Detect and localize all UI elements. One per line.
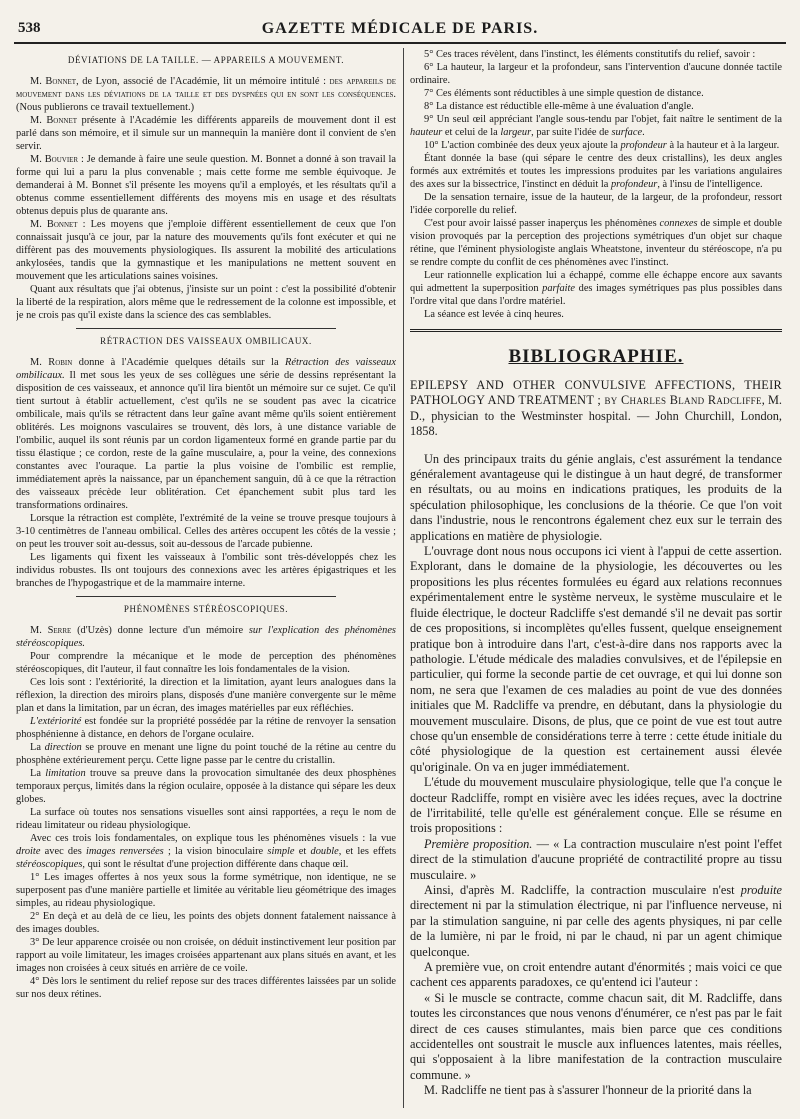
paragraph: La séance est levée à cinq heures. bbox=[424, 309, 564, 320]
running-head bbox=[14, 20, 786, 44]
paragraph: L'extériorité est fondée sur la propriété possédée par la rétine de renvoyer la sensation phosphénienne à distance, en dehors de l'organe oculaire. bbox=[16, 716, 396, 740]
paragraph: Pour comprendre la mécanique et le mode de perception des phénomènes stéréoscopiques, dit l'auteur, il faut connaître les lois fondamentales de la vision. bbox=[16, 651, 396, 675]
paragraph: M. Robin donne à l'Académie quelques détails sur la Rétraction des vaisseaux ombilicaux. Il met sous les yeux de ses collègues une série de dessins représentant la disposition de ces vaisseaux, et annonce qu'il lira bientôt un mémoire sur ce sujet. Ce qu'il tient surtout à établir actuellement, c'est qu'ils ne se soudent pas avec la cicatrice ombilicale, mais qu'ils se rétractent dans leur gaîne avant même qu'ils soient entièrement oblitérés. Les moignons vasculaires se trouvent, dès lors, à une distance variable de l'ombilic, auquel ils sont réunis par un cordon ligamenteux formé en grande partie par du tissu élastique ; ce cordon, reste de la gaîne musculaire, a, pour la veine, des connexions constantes avec l'ouraque. La partie la plus voisine de l'ombilic est remplie, immédiatement après la naissance, par un épanchement sanguin, dû à ce que la rétraction des vaisseaux précède leur oblitération. Cet épanchement subit plus tard les transformations ordinaires. bbox=[16, 357, 396, 511]
paragraph: Leur rationnelle explication lui a échappé, comme elle échappe encore aux savants qui admettent la superposition parfaite des images symétriques pas plus possibles dans l'ordre vital que dans l'ordre matériel. bbox=[410, 270, 782, 307]
paragraph: L'ouvrage dont nous nous occupons ici vient à l'appui de cette assertion. Explorant, dans le domaine de la physiologie, les découvertes ou les propositions les plus récentes formulées eu égard aux relations reconnues expérimentalement entre le système nerveux, le système musculaire et le fluide électrique, le docteur Radcliffe s'est demandé s'il ne devait pas sortir de ces propositions, si incomplètes qu'elles fussent, quelque enseignement pratique bon à introduire dans l'art, c'est-à-dire dans nos rapports avec la pathologie. L'étude médicale des maladies convulsives, et de l'épilepsie en particulier, qui forme la seconde partie de cet ouvrage, et qui lui donne son nom, ne sera que l'examen de ces maladies au point de vue des données initiales que M. Radcliffe va prendre, en débutant, dans la physiologie du mouvement musculaire. Disons, de plus, que ce point de vue est tout autre chose qu'un ensemble de considérations terre à terre : cette étude initiale du côté physiologique de la question est certainement aussi élevée qu'originale. On va en juger immédiatement. bbox=[410, 544, 782, 774]
list-item: 7° Ces éléments sont réductibles à une simple question de distance. bbox=[424, 88, 704, 99]
paragraph: La limitation trouve sa preuve dans la provocation simultanée des deux phosphènes temporaux perçus, limités dans la région oculaire, opposée à la distance qui sépare les deux globes. bbox=[16, 768, 396, 805]
section-title-stereoscopic: PHÉNOMÈNES STÉRÉOSCOPIQUES. bbox=[123, 604, 289, 614]
paragraph: M. Bonnet, de Lyon, associé de l'Académie, lit un mémoire intitulé : des appareils de mouvement dans les déviations de la taille et des dyspnées qui en sont les conséquences. (Nous publierons ce travail textuellement.) bbox=[16, 76, 396, 113]
paragraph: Quant aux résultats que j'ai obtenus, j'insiste sur un point : c'est la possibilité d'obtenir la liberté de la respiration, alors même que le redressement de la colonne est impossible, et je ne crois pas qu'il existe dans la science des cas semblables. bbox=[16, 284, 396, 321]
right-column bbox=[410, 48, 782, 1108]
paragraph: M. Bouvier : Je demande à faire une seule question. M. Bonnet a donné à son travail la forme qui lui a paru la plus convenable ; mais cette forme me semble équivoque. Je demanderai à M. Bonnet s'il présente les moyens qu'il a employés, et les résultats qu'il a obtenus comme essentiellement différents des moyens mis en usage et des résultats obtenus depuis plus de quarante ans. bbox=[16, 154, 396, 217]
section-divider bbox=[410, 329, 782, 332]
list-item: 1° Les images offertes à nos yeux sous la forme symétrique, non identique, ne se superposent pas d'une manière partielle et limitée au véritable lieu géométrique des images simples, au rideau physiologique. bbox=[16, 872, 396, 909]
paragraph: De la sensation ternaire, issue de la hauteur, de la largeur, de la profondeur, ressort l'idée corporelle du relief. bbox=[410, 192, 782, 216]
paragraph: La direction se prouve en menant une ligne du point touché de la rétine au centre du phosphène extérieurement perçu. Cette ligne passe par le centre du cristallin. bbox=[16, 742, 396, 766]
journal-title: GAZETTE MÉDICALE DE PARIS. bbox=[261, 20, 539, 37]
list-item: 6° La hauteur, la largeur et la profondeur, sans l'intervention d'aucune donnée tactile ordinaire. bbox=[410, 62, 782, 86]
section-title-deviations: DÉVIATIONS DE LA TAILLE. — APPAREILS A MOUVEMENT. bbox=[67, 55, 345, 65]
paragraph: M. Bonnet présente à l'Académie les différents appareils de mouvement dont il est parlé dans son mémoire, et il simule sur un mannequin la manière dont il convient de s'en servir. bbox=[16, 115, 396, 152]
paragraph: Lorsque la rétraction est complète, l'extrémité de la veine se trouve presque toujours à 3-10 centimètres de l'anneau ombilical. Celles des artères occupent les côtés de la vessie ; on peut les trouver soit au-dessus, soit au-dessous de l'arcade pubienne. bbox=[16, 513, 396, 550]
paragraph: La surface où toutes nos sensations visuelles sont ainsi rapportées, a reçu le nom de rideau limitateur ou rideau physiologique. bbox=[16, 807, 396, 831]
list-item: 3° De leur apparence croisée ou non croisée, on déduit instinctivement leur position par rapport au voile limitateur, les images croisées appartenant aux plans situés en avant, et les images non croisées à ceux situés en arrière de ce voile. bbox=[16, 937, 396, 974]
paragraph: « Si le muscle se contracte, comme chacun sait, dit M. Radcliffe, dans toutes les circonstances que nous venons d'énumérer, ce n'est pas par le fait direct de ces causes stimulantes, mais bien parce que ces conditions accidentelles ont soustrait le muscle aux influences latentes, mais réelles, qui s'opposaient à la libre manifestation de la contraction musculaire commune. » bbox=[410, 990, 782, 1082]
paragraph: Première proposition. — « La contraction musculaire n'est point l'effet direct de la stimulation d'aucune propriété de contractilité propre au tissu musculaire. » bbox=[410, 836, 782, 882]
list-item: 8° La distance est réductible elle-même à une évaluation d'angle. bbox=[424, 101, 694, 112]
list-item: 9° Un seul œil appréciant l'angle sous-tendu par l'objet, fait naître le sentiment de la hauteur et celui de la largeur, par suite l'idée de surface. bbox=[410, 114, 782, 138]
bibliography-heading: BIBLIOGRAPHIE. bbox=[508, 346, 684, 367]
paragraph: A première vue, on croit entendre autant d'énormités ; mais voici ce que cachent ces apparents paradoxes, ce qu'entend ici l'auteur : bbox=[410, 960, 782, 990]
list-item: 2° En deçà et au delà de ce lieu, les points des objets donnent fatalement naissance à des images doubles. bbox=[16, 911, 396, 935]
list-item: 10° L'action combinée des deux yeux ajoute la profondeur à la hauteur et à la largeur. bbox=[424, 140, 780, 151]
paragraph: Avec ces trois lois fondamentales, on explique tous les phénomènes visuels : la vue droite avec des images renversées ; la vision binoculaire simple et double, et les effets stéréoscopiques, qui sont le résultat d'une projection différente dans chaque œil. bbox=[16, 833, 396, 870]
stereoscopic-continuation bbox=[410, 48, 782, 321]
section-divider bbox=[76, 596, 336, 597]
paragraph: Un des principaux traits du génie anglais, c'est assurément la tendance généralement avantageuse qui le distingue à un haut degré, de transformer en résultats, ou au moins en indications pratiques, les produits de la spéculation philosophique, les conclusions de la théorie. Ce que l'on voit dans l'industrie, nous le rencontrons également chez eux sur le terrain des applications en matière de physiologie. bbox=[410, 451, 782, 543]
left-column bbox=[16, 48, 396, 1108]
section-divider bbox=[76, 328, 336, 329]
paragraph: M. Bonnet : Les moyens que j'emploie diffèrent essentiellement de ceux que l'on connaissait jusqu'à ce jour, par la nature des mouvements qu'ils font exécuter et qui ne diffèrent pas des mouvements physiologiques. Ils assurent la mobilité des articulations ankylosées, tandis que la gymnastique et les manipulations ne mettent souvent en mouvement que les articulations saines voisines. bbox=[16, 219, 396, 282]
paragraph: C'est pour avoir laissé passer inaperçus les phénomènes connexes de simple et double vision provoqués par la perception des projections symétriques d'un objet sur chaque rétine, que l'éminent physiologiste anglais Wheatstone, inventeur du stéréoscope, n'a pu se rendre compte du conflit de ces phénomènes avec l'instinct. bbox=[410, 218, 782, 268]
section-title-retraction: RÉTRACTION DES VAISSEAUX OMBILICAUX. bbox=[100, 336, 312, 346]
page-number: 538 bbox=[18, 20, 41, 36]
paragraph: M. Radcliffe ne tient pas à s'assurer l'honneur de la priorité dans la bbox=[424, 1083, 752, 1098]
bibliography-body bbox=[410, 378, 782, 1099]
paragraph: Ces lois sont : l'extériorité, la direction et la limitation, ayant leurs analogues dans la réflexion, la direction des miroirs plans, disposés d'une manière convergente sur le même plan et dans la limitation, par un écran, des images matérielles par eux réfléchies. bbox=[16, 677, 396, 714]
bibliography-reference: EPILEPSY AND OTHER CONVULSIVE AFFECTIONS, THEIR PATHOLOGY AND TREATMENT ; by Charles Bland Radcliffe, M. D., physician to the Westminster hospital. — John Churchill, London, 1858. bbox=[410, 378, 782, 439]
paragraph: Ainsi, d'après M. Radcliffe, la contraction musculaire n'est produite directement ni par la stimulation électrique, ni par l'influence nerveuse, ni par la stimulation sanguine, ni par celle des agents physiques, ni par celle de la lumière, ni par le froid, ni par le chaud, ni par un agent chimique quelconque. bbox=[410, 883, 782, 959]
list-item: 5° Ces traces révèlent, dans l'instinct, les éléments constitutifs du relief, savoir : bbox=[424, 49, 756, 60]
column-divider bbox=[403, 48, 404, 1108]
paragraph: Étant donnée la base (qui sépare le centre des deux cristallins), les deux angles formés aux extrémités et toutes les impressions produites par les variations angulaires des axes sur la bissectrice, l'instinct en déduit la profondeur, à l'insu de l'intelligence. bbox=[410, 153, 782, 190]
list-item: 4° Dès lors le sentiment du relief repose sur des traces différentes laissées par un solide sur nos deux rétines. bbox=[16, 976, 396, 1000]
paragraph: M. Serre (d'Uzès) donne lecture d'un mémoire sur l'explication des phénomènes stéréoscopiques. bbox=[16, 625, 396, 649]
paragraph: Les ligaments qui fixent les vaisseaux à l'ombilic sont très-développés chez les individus robustes. Ils ont toujours des connexions avec les artères épigastriques et les branches de l'hypogastrique et de la mammaire interne. bbox=[16, 552, 396, 589]
paragraph: L'étude du mouvement musculaire physiologique, telle que l'a conçue le docteur Radcliffe, rompt en visière avec les idées reçues, avec la doctrine de l'irritabilité, telle qu'elle est généralement conçue. Elle se résume en trois propositions : bbox=[410, 775, 782, 836]
